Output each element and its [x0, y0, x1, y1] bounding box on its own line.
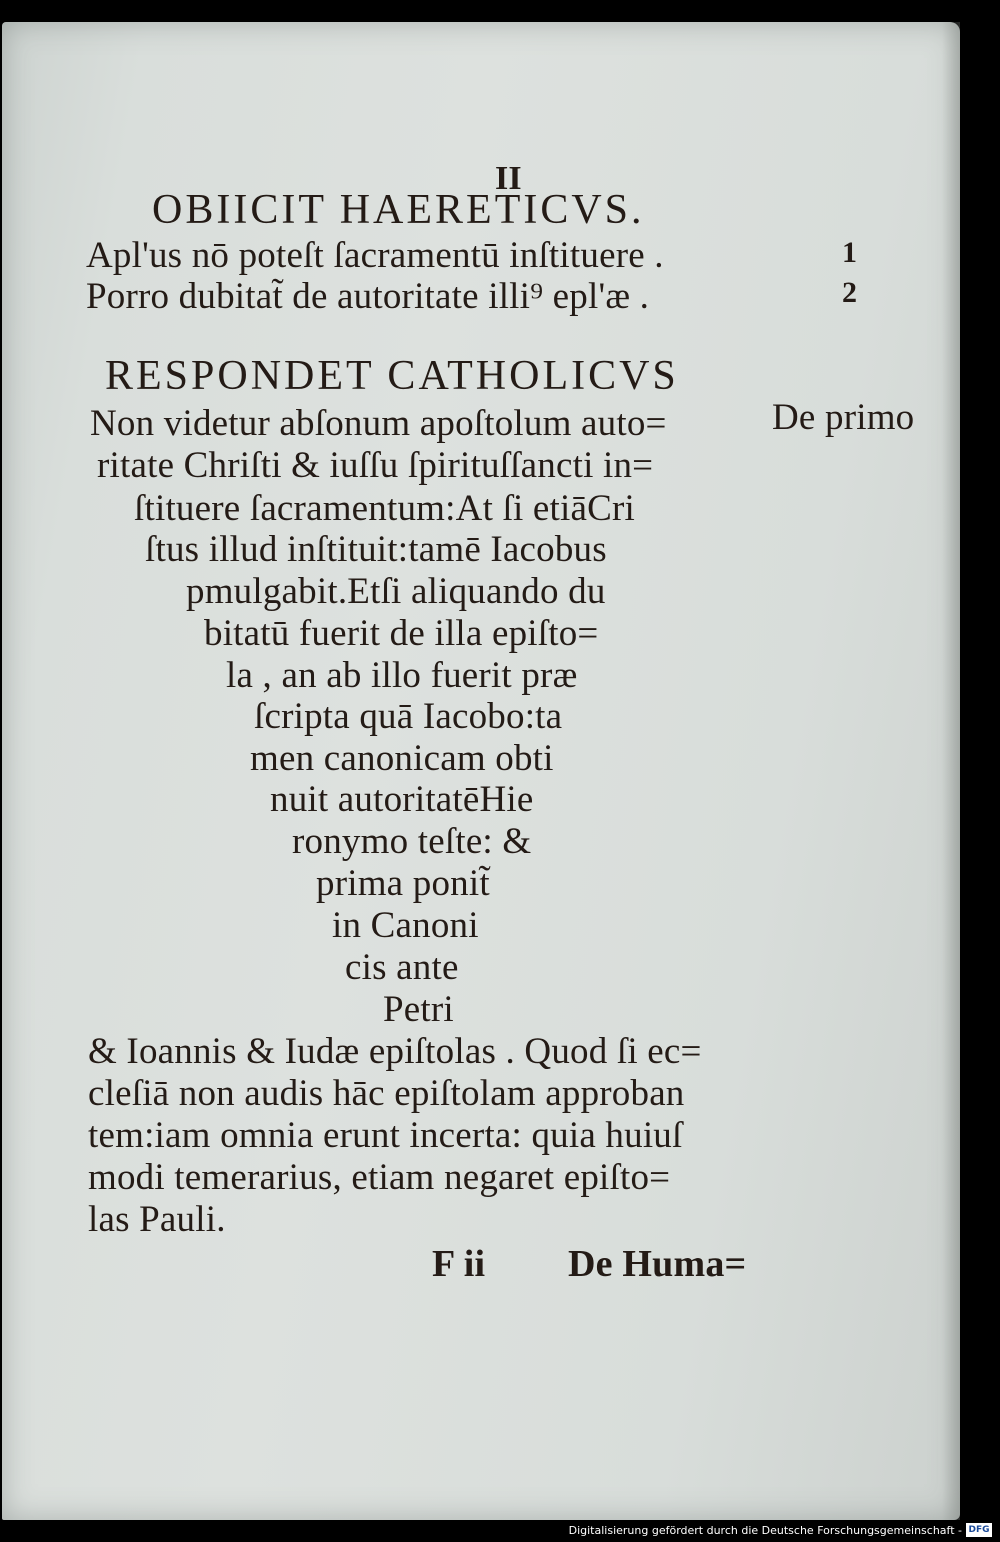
- response-line-17: cleſiā non audis hāc epiſtolam approban: [88, 1073, 685, 1114]
- response-line-10: nuit autoritatēHie: [270, 779, 534, 820]
- response-line-6: bitatū fuerit de illa epiſto=: [204, 613, 599, 654]
- signature-mark-top: II: [495, 160, 522, 197]
- response-line-11: ronymo teſte: &: [292, 821, 532, 862]
- page-edge-shadow: [942, 22, 960, 1520]
- response-line-1: Non videtur abſonum apoſtolum auto=: [90, 403, 667, 444]
- response-line-12: prima ponit̃: [316, 863, 490, 904]
- response-line-2: ritate Chriſti & iuſſu ſpirituſſancti in=: [97, 445, 654, 486]
- response-line-7: la , an ab illo fuerit præ: [226, 655, 578, 696]
- dfg-logo: DFG: [966, 1523, 992, 1537]
- margin-number-2: 2: [842, 276, 858, 309]
- margin-number-1: 1: [842, 236, 858, 269]
- response-line-18: tem:iam omnia erunt incerta: quia huiuſ: [88, 1115, 683, 1156]
- bleed-through-shadow: [770, 210, 910, 250]
- objection-line-1: Apl'us nō poteſt ſacramentū inſtituere .: [86, 235, 664, 276]
- heading-response: RESPONDET CATHOLICVS: [105, 353, 679, 399]
- response-line-14: cis ante: [345, 947, 459, 988]
- response-line-20: las Pauli.: [88, 1199, 226, 1240]
- response-line-3: ſtituere ſacramentum:At ſi etiāCri: [134, 488, 635, 529]
- signature-mark-bottom: F ii: [432, 1243, 486, 1285]
- response-line-19: modi temerarius, etiam negaret epiſto=: [88, 1157, 671, 1198]
- margin-note: De primo: [772, 397, 915, 438]
- objection-line-2: Porro dubitat̃ de autoritate illi⁹ epl'æ .: [86, 276, 650, 317]
- response-line-15: Petri: [383, 989, 454, 1030]
- response-line-8: ſcripta quā Iacobo:ta: [254, 696, 563, 737]
- heading-objection: OBIICIT HAERETICVS.: [152, 187, 645, 233]
- footer-bar: [0, 1520, 1000, 1542]
- response-line-9: men canonicam obti: [250, 738, 554, 779]
- catchword: De Huma=: [568, 1243, 747, 1285]
- response-line-16: & Ioannis & Iudæ epiſtolas . Quod ſi ec=: [88, 1031, 702, 1072]
- response-line-4: ſtus illud inſtituit:tamē Iacobus: [145, 529, 607, 570]
- footer-credit: Digitalisierung gefördert durch die Deutsche Forschungsgemeinschaft -: [568, 1524, 962, 1537]
- response-line-5: pmulgabit.Etſi aliquando du: [186, 571, 606, 612]
- response-line-13: in Canoni: [332, 905, 479, 946]
